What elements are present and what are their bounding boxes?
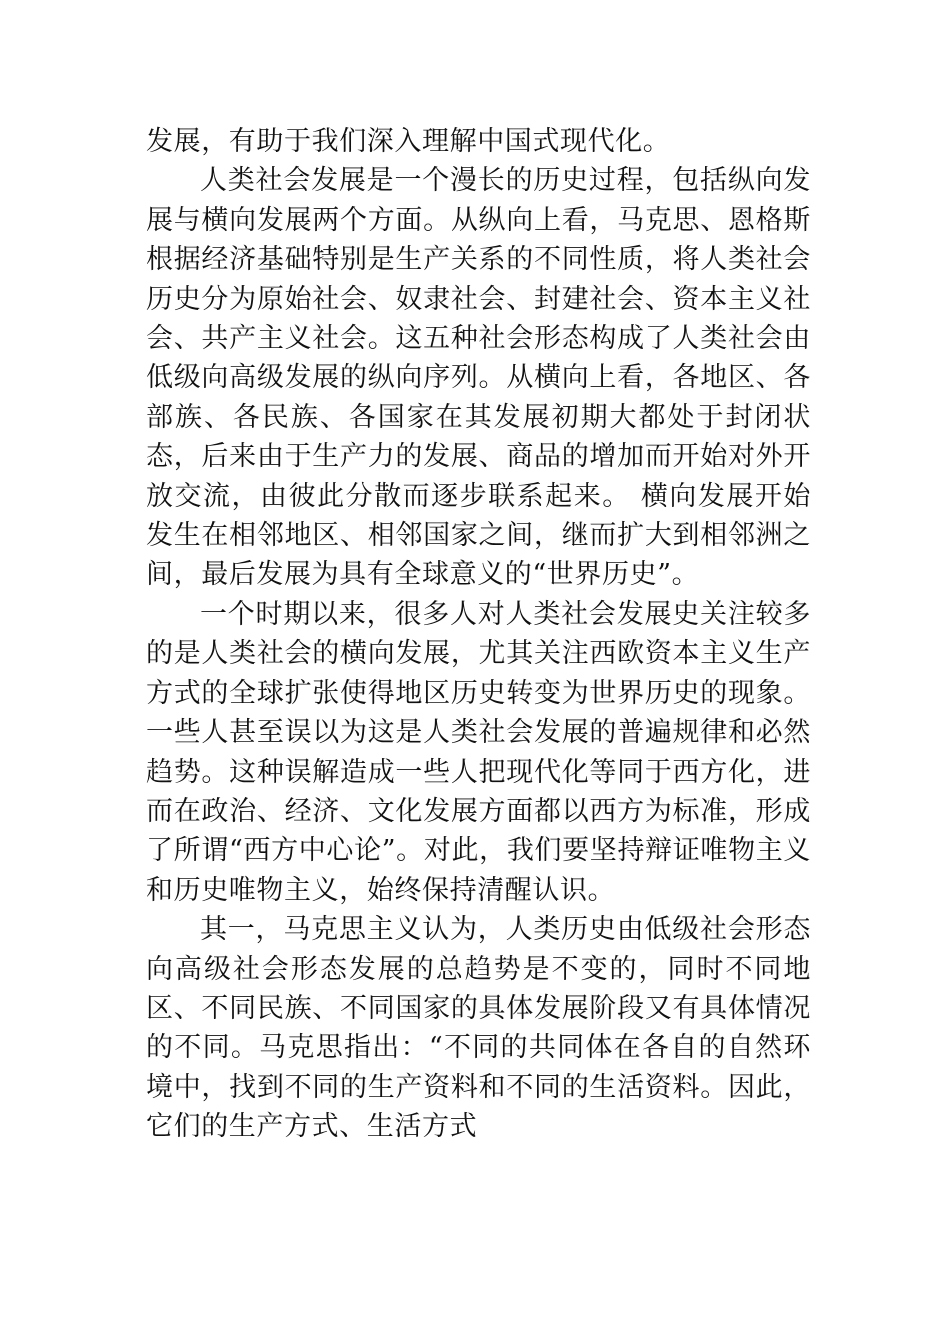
paragraph-western-centrism: 一个时期以来，很多人对人类社会发展史关注较多的是人类社会的横向发展，尤其关注西欧资本主义生产方式的全球扩张使得地区历史转变为世界历史的现象。一些人甚至误以为这是人类社会发展的普遍规律和必然趋势。这种误解造成一些人把现代化等同于西方化，进而在政治、经济、文化发展方面都以西方为标准，形成了所谓“西方中心论”。对此，我们要坚持辩证唯物主义和历史唯物主义，始终保持清醒认识。 [146,598,811,906]
document-body [146,122,811,1147]
paragraph-continuation: 发展，有助于我们深入理解中国式现代化。 [146,126,671,157]
paragraph-marxism-first-point: 其一，马克思主义认为，人类历史由低级社会形态向高级社会形态发展的总趋势是不变的，同时不同地区、不同民族、不同国家的具体发展阶段又有具体情况的不同。马克思指出：“不同的共同体在各自的自然环境中，找到不同的生产资料和不同的生活资料。因此，它们的生产方式、生活方式 [146,914,811,1143]
paragraph-social-development: 人类社会发展是一个漫长的历史过程，包括纵向发展与横向发展两个方面。从纵向上看，马克思、恩格斯根据经济基础特别是生产关系的不同性质，将人类社会历史分为原始社会、奴隶社会、封建社会、资本主义社会、共产主义社会。这五种社会形态构成了人类社会由低级向高级发展的纵向序列。从横向上看，各地区、各部族、各民族、各国家在其发展初期大都处于封闭状态，后来由于生产力的发展、商品的增加而开始对外开放交流，由彼此分散而逐步联系起来。 横向发展开始发生在相邻地区、相邻国家之间，继而扩大到相邻洲之间，最后发展为具有全球意义的“世界历史”。 [146,165,811,591]
